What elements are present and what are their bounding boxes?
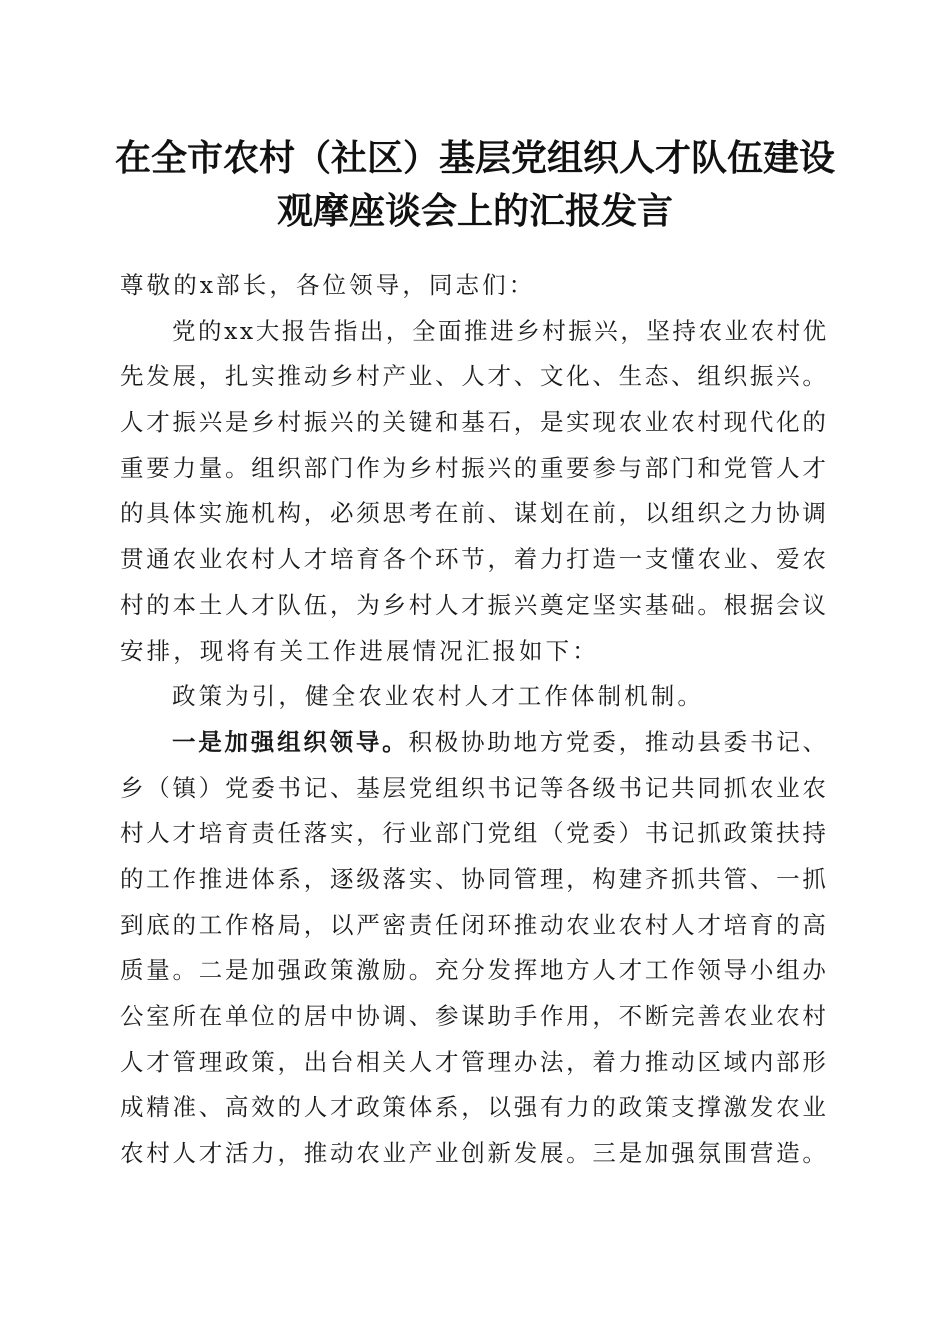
paragraph-2-line: 公室所在单位的居中协调、参谋助手作用，不断完善农业农村 — [120, 1002, 829, 1030]
salutation: 尊敬的x部长，各位领导，同志们： — [120, 271, 536, 299]
paragraph-2-line: 的工作推进体系，逐级落实、协同管理，构建齐抓共管、一抓 — [120, 864, 829, 893]
paragraph-2-line: 质量。二是加强政策激励。充分发挥地方人才工作领导小组办 — [120, 956, 829, 985]
paragraph-1-line: 先发展，扎实推动乡村产业、人才、文化、生态、组织振兴。 — [120, 362, 829, 391]
paragraph-2-line: 成精准、高效的人才政策体系，以强有力的政策支撑激发农业 — [120, 1093, 829, 1122]
paragraph-2-line — [120, 720, 830, 766]
paragraph-2-line-rest: 积极协助地方党委，推动县委书记、 — [408, 727, 829, 756]
paragraph-1-line: 安排，现将有关工作进展情况汇报如下： — [120, 636, 599, 665]
paragraph-2-line: 村人才培育责任落实，行业部门党组（党委）书记抓政策扶持 — [120, 819, 829, 848]
paragraph-2-line: 人才管理政策，出台相关人才管理办法，着力推动区域内部形 — [120, 1047, 829, 1076]
paragraph-2-line: 农村人才活力，推动农业产业创新发展。三是加强氛围营造。 — [120, 1139, 829, 1168]
paragraph-2-line: 到底的工作格局，以严密责任闭环推动农业农村人才培育的高 — [120, 910, 829, 939]
paragraph-2-bold-lead: 一是加强组织领导。 — [172, 727, 409, 756]
paragraph-1-line: 重要力量。组织部门作为乡村振兴的重要参与部门和党管人才 — [120, 453, 829, 482]
document-body — [120, 263, 830, 1177]
document-title-line-1: 在全市农村（社区）基层党组织人才队伍建设 — [114, 137, 835, 179]
paragraph-1-line: 贯通农业农村人才培育各个环节，着力打造一支懂农业、爱农 — [120, 545, 829, 574]
paragraph-1-line: 党的xx大报告指出，全面推进乡村振兴，坚持农业农村优 — [172, 316, 829, 345]
section-heading: 政策为引，健全农业农村人才工作体制机制。 — [172, 682, 704, 711]
paragraph-1-line: 的具体实施机构，必须思考在前、谋划在前，以组织之力协调 — [120, 499, 829, 528]
paragraph-1-line: 村的本土人才队伍，为乡村人才振兴奠定坚实基础。根据会议 — [120, 590, 829, 619]
paragraph-1-line: 人才振兴是乡村振兴的关键和基石，是实现农业农村现代化的 — [120, 408, 829, 437]
document-title-line-2: 观摩座谈会上的汇报发言 — [276, 190, 673, 232]
paragraph-2-line: 乡（镇）党委书记、基层党组织书记等各级书记共同抓农业农 — [120, 773, 829, 802]
